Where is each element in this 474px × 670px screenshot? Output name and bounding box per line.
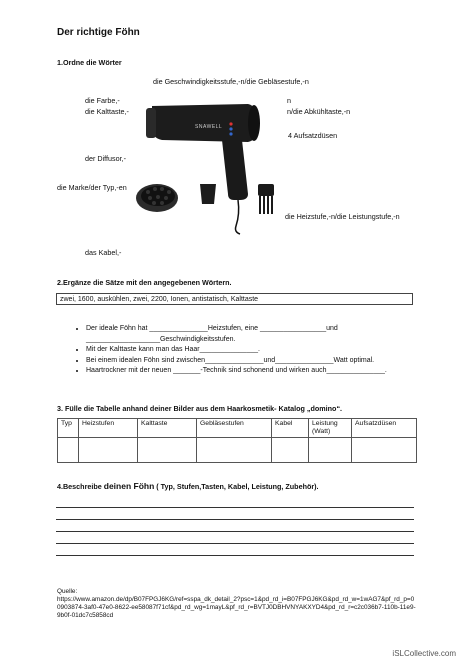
- label-kalttaste: die Kalttaste,-: [85, 107, 129, 116]
- table-cell[interactable]: [272, 438, 309, 463]
- sentence-list: [64, 324, 426, 377]
- label-farbe: die Farbe,-: [85, 96, 120, 105]
- table-header-cell: Kabel: [272, 419, 309, 438]
- table-cell[interactable]: [197, 438, 272, 463]
- table-header-row: [58, 419, 417, 438]
- section3-heading: 3. Fülle die Tabelle anhand deiner Bilder aus dem Haarkosmetik- Katalog „domino“.: [57, 404, 343, 413]
- writing-line[interactable]: [56, 531, 414, 532]
- dryer-nozzle: [146, 108, 156, 138]
- word-box: zwei, 1600, auskühlen, zwei, 2200, Ionen, antistatisch, Kalttaste: [56, 293, 413, 305]
- section4-heading-suffix: ( Typ, Stufen,Tasten, Kabel, Leistung, Zubehör).: [154, 482, 319, 491]
- table-cell[interactable]: [138, 438, 197, 463]
- table-header-cell: Gebläsestufen: [197, 419, 272, 438]
- source-url[interactable]: https://www.amazon.de/dp/B07FPGJ6KG/ref=sspa_dk_detail_2?psc=1&pd_rd_i=B07FPGJ6KG&pd_rd_w=1wAG7&pf_rd_p=00903874-3af0-47e0-8622-ee58087f71cf&pd_rd_wg=1mayL&pf_rd_r=BVTJ0DBHVNYAKXYD4&pd_rd_r=c2c036b7-110b-11e9-9b0f-01dc7c5858cd: [57, 596, 416, 619]
- page-title: Der richtige Föhn: [57, 27, 140, 38]
- brand-logo: SNAWELL: [195, 124, 223, 130]
- label-abkuehltaste: n/die Abkühltaste,-n: [287, 107, 351, 116]
- label-n: n: [287, 96, 291, 105]
- dryer-button-blue: [229, 127, 232, 130]
- label-diffusor: der Diffusor,-: [85, 154, 127, 163]
- hair-dryer-illustration: [130, 96, 290, 236]
- dryer-button-blue-2: [229, 132, 232, 135]
- label-geschwindigkeitsstufe: die Geschwindigkeitsstufe,-n/die Gebläsestufe,-n: [153, 77, 309, 86]
- section4-heading-prefix: 4.Beschreibe: [57, 482, 104, 491]
- diffuser-attachment: [136, 184, 178, 212]
- label-heizstufe: die Heizstufe,-n/die Leistungstufe,-n: [285, 212, 400, 221]
- table-header-cell: Typ: [58, 419, 79, 438]
- writing-line[interactable]: [56, 519, 414, 520]
- dryer-table: [57, 418, 417, 463]
- dryer-cord: [236, 200, 241, 234]
- table-cell[interactable]: [79, 438, 138, 463]
- sentence-item: • Haartrockner mit der neuen _______-Technik sind schonend und wirken auch_______________.: [86, 366, 426, 377]
- label-marke: die Marke/der Typ,-en: [57, 183, 127, 192]
- label-aufsatzduesen: 4 Aufsatzdüsen: [288, 131, 338, 140]
- source-block: [57, 588, 417, 620]
- table-row: [58, 438, 417, 463]
- dryer-back: [248, 105, 260, 141]
- sentence-item: • Der ideale Föhn hat _______________Heizstufen, eine _________________und ___________________Geschwindigkeitsstufen.: [86, 324, 426, 345]
- dryer-body: [152, 104, 258, 142]
- writing-line[interactable]: [56, 507, 414, 508]
- table-header-cell: Leistung (Watt): [309, 419, 352, 438]
- table-cell[interactable]: [58, 438, 79, 463]
- table-cell[interactable]: [352, 438, 417, 463]
- table-header-cell: Kalttaste: [138, 419, 197, 438]
- section2-heading: 2.Ergänze die Sätze mit den angegebenen Wörtern.: [57, 278, 232, 287]
- source-label: Quelle:: [57, 588, 78, 595]
- comb-attachment: [258, 184, 274, 214]
- sentence-item: • Mit der Kalttaste kann man das Haar_______________.: [86, 345, 426, 356]
- label-kabel: das Kabel,-: [85, 248, 122, 257]
- concentrator-nozzle: [200, 184, 216, 204]
- table-header-cell: Aufsatzdüsen: [352, 419, 417, 438]
- dryer-button-red: [229, 122, 232, 125]
- section4-heading-big: deinen Föhn: [103, 481, 155, 491]
- table-header-cell: Heizstufen: [79, 419, 138, 438]
- writing-line[interactable]: [56, 543, 414, 544]
- section1-heading: 1.Ordne die Wörter: [57, 58, 122, 67]
- dryer-handle: [222, 140, 248, 200]
- sentence-item: • Bei einem idealen Föhn sind zwischen_______________und_______________Watt optimal.: [86, 356, 426, 367]
- writing-line[interactable]: [56, 555, 414, 556]
- section4-heading: [57, 482, 319, 491]
- table-cell[interactable]: [309, 438, 352, 463]
- footer-watermark: iSLCollective.com: [392, 649, 456, 658]
